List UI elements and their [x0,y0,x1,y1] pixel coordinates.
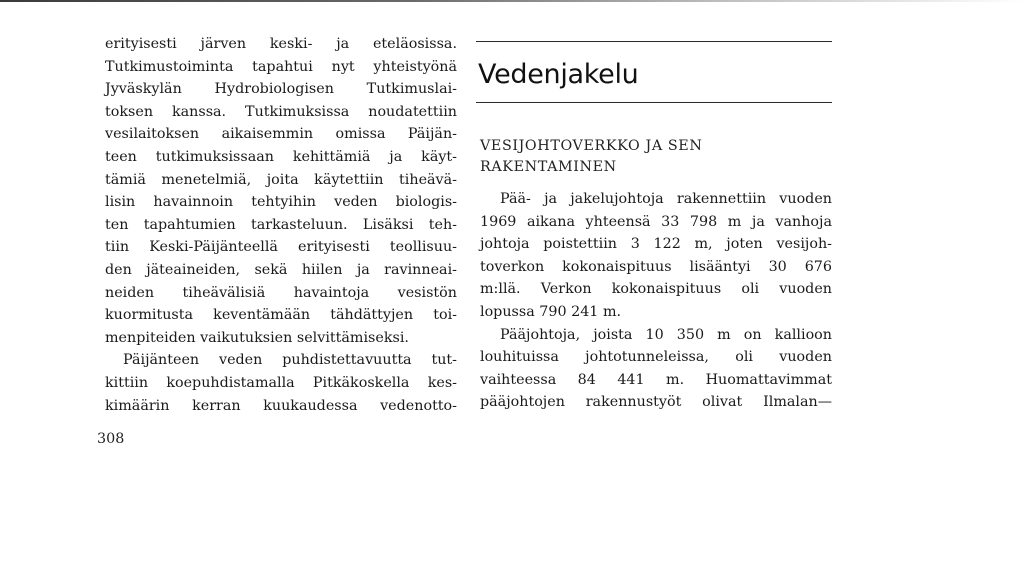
paragraph-1-line: johtoja poistettiin 3 122 m, joten vesijoh- [480,236,832,253]
left-line: menpiteiden vaikutuksien selvittämiseksi. [105,329,409,346]
left-line: teen tutkimuksissaan kehittämiä ja käyt- [105,148,457,165]
paragraph-1-line: Pää- ja jakelujohtoja rakennettiin vuoden [500,191,832,207]
subheading [476,136,832,178]
left-text-column [105,33,457,417]
paragraph-2-line: vaihteessa 84 441 m. Huomattavimmat [480,371,832,388]
page-number: 308 [97,431,125,447]
paragraph-1-line: m:llä. Verkon kokonaispituus oli vuoden [480,281,832,298]
section-rule-top [476,41,832,42]
left-line: tiin Keski-Päijänteellä erityisesti teollisuu- [105,239,457,256]
left-line: toksen kanssa. Tutkimuksissa noudatettiin [105,103,457,120]
right-text-column [476,33,832,414]
left-line: erityisesti järven keski- ja eteläosissa. [105,36,457,52]
left-line: Jyväskylän Hydrobiologisen Tutkimuslai- [105,81,457,98]
paragraph-1-line: toverkon kokonaispituus lisääntyi 30 676 [480,258,832,275]
paragraph-2-line: pääjohtojen rakennustyöt olivat Ilmalan— [480,394,832,411]
left-line: lisin havainnoin tehtyihin veden biologis- [105,194,457,211]
section-rule-bottom [476,102,832,103]
page-top-edge-rule [0,0,1024,2]
right-body-text [476,188,832,414]
left-line: kittiin koepuhdistamalla Pitkäkoskella kes- [105,374,457,391]
left-line: tämiä menetelmiä, joita käytettiin tiheävä- [105,171,457,188]
subheading-line: VESIJOHTOVERKKO JA SEN [480,138,703,154]
paragraph-2-line: Pääjohtoja, joista 10 350 m on kallioon [500,326,832,343]
subheading-line: RAKENTAMINEN [480,159,617,175]
left-line: den jäteaineiden, sekä hiilen ja ravinneai- [105,261,457,278]
paragraph-2-line: louhituissa johtotunneleissa, oli vuoden [480,349,832,366]
paragraph-1-line: 1969 aikana yhteensä 33 798 m ja vanhoja [480,213,832,230]
left-line: ten tapahtumien tarkasteluun. Lisäksi teh- [105,216,457,233]
left-line: vesilaitoksen aikaisemmin omissa Päijän- [105,126,457,143]
section-title: Vedenjakelu [478,59,639,90]
left-line: neiden tiheävälisiä havaintoja vesistön [105,284,457,301]
left-line: Tutkimustoiminta tapahtui nyt yhteistyönä [105,58,457,75]
paragraph-1-line: lopussa 790 241 m. [480,303,622,320]
left-line: kimäärin kerran kuukaudessa vedenotto- [105,397,457,414]
left-line: kuormitusta keventämään tähdättyjen toi- [105,307,457,324]
left-line: Päijänteen veden puhdistettavuutta tut- [123,352,457,369]
